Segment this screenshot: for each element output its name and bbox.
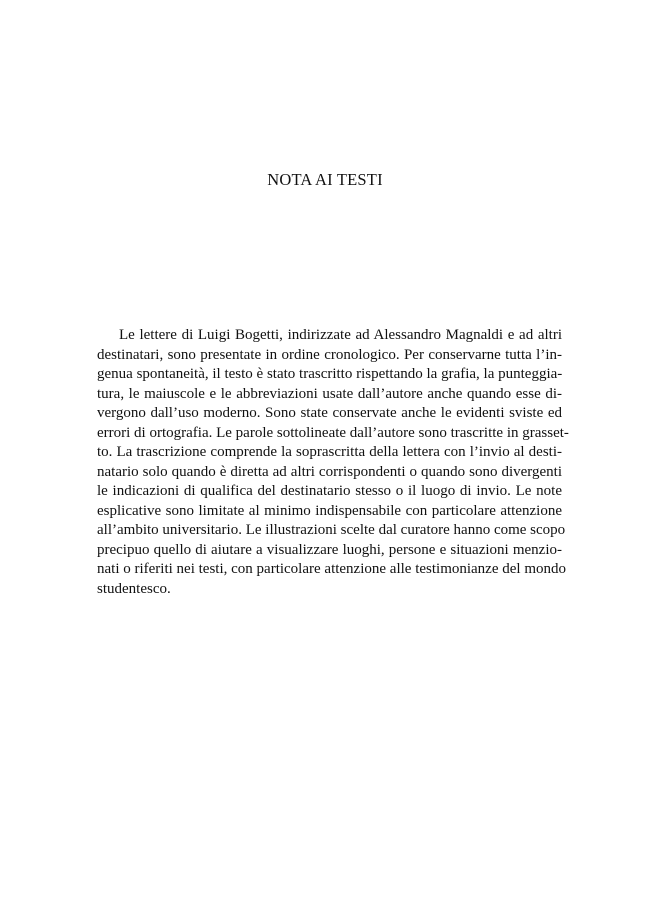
paragraph-line: all’ambito universitario. Le illustrazioni scelte dal curatore hanno come scopo — [97, 522, 566, 538]
paragraph-line: to. La trascrizione comprende la soprascritta della lettera con l’invio al desti- — [97, 444, 562, 460]
paragraph-line: natario solo quando è diretta ad altri corrispondenti o quando sono divergenti — [97, 463, 562, 480]
paragraph-line: le indicazioni di qualifica del destinatario stesso o il luogo di invio. Le note — [97, 483, 562, 499]
paragraph-line: vergono dall’uso moderno. Sono state conservate anche le evidenti sviste ed — [97, 405, 562, 421]
paragraph-line: genua spontaneità, il testo è stato trascritto rispettando la grafia, la punteggia- — [97, 366, 563, 382]
page-title: NOTA AI TESTI — [267, 170, 383, 189]
paragraph-line: esplicative sono limitate al minimo indispensabile con particolare attenzione — [97, 502, 562, 519]
body-paragraph — [97, 326, 569, 599]
paragraph-line: errori di ortografia. Le parole sottolineate dall’autore sono trascritte in grasset- — [97, 424, 569, 441]
paragraph-line: precipuo quello di aiutare a visualizzare luoghi, persone e situazioni menzio- — [97, 541, 562, 558]
paragraph-line: studentesco. — [97, 580, 171, 597]
paragraph-line: Le lettere di Luigi Bogetti, indirizzate ad Alessandro Magnaldi e ad altri — [119, 327, 562, 343]
paragraph-line: destinatari, sono presentate in ordine cronologico. Per conservarne tutta l’in- — [97, 346, 562, 363]
paragraph-line: nati o riferiti nei testi, con particolare attenzione alle testimonianze del mondo — [97, 561, 566, 577]
paragraph-line: tura, le maiuscole e le abbreviazioni usate dall’autore anche quando esse di- — [97, 385, 562, 402]
